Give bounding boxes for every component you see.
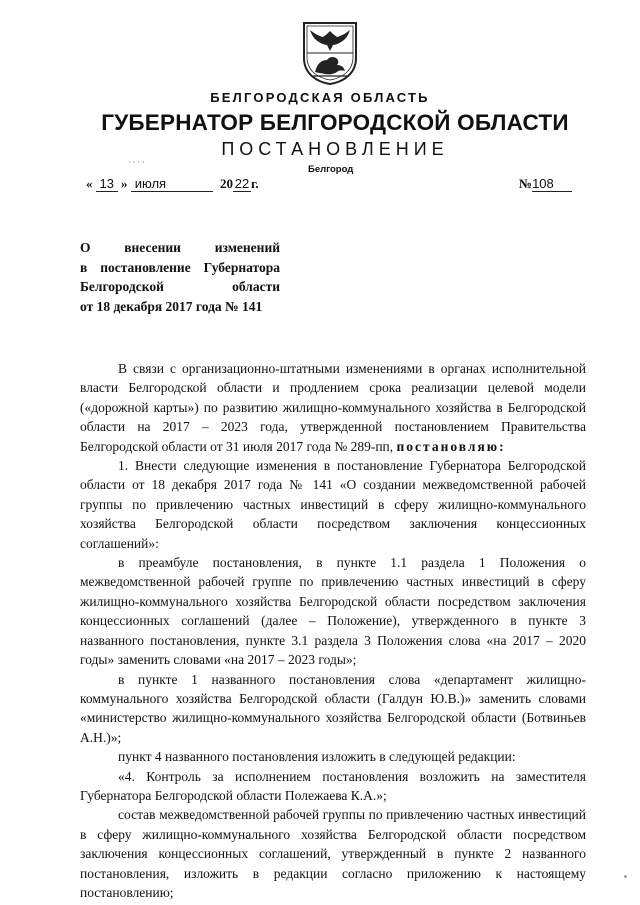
authority-title: ГУБЕРНАТОР БЕЛГОРОДСКОЙ ОБЛАСТИ <box>101 110 569 135</box>
document-body <box>80 359 586 902</box>
scan-speck: · · · · <box>128 158 145 167</box>
date-day: 13 <box>96 177 118 192</box>
subject-line: от 18 декабря 2017 года № 141 <box>80 298 263 314</box>
subject-line: Белгородской области <box>80 279 280 295</box>
subject-line: в постановление Губернатора <box>80 259 280 275</box>
subject-line: О внесении изменений <box>80 240 280 255</box>
document-date <box>86 176 259 192</box>
date-month: июля <box>131 177 213 192</box>
body-paragraph: 1. Внести следующие изменения в постановление Губернатора Белгородской области от 18 декабря 2017 года № 141 «О создании межведомственной рабочей группы по привлечению частных инвестиций в сферу жилищно-коммунального хозяйства Белгородской области посредством заключения концессионных соглашений»: <box>80 458 586 551</box>
city-name: Белгород <box>308 164 354 175</box>
body-paragraph <box>80 359 586 456</box>
number-prefix: № <box>519 176 533 191</box>
body-paragraph: состав межведомственной рабочей группы по привлечению частных инвестиций в сферу жилищно-коммунального хозяйства Белгородской области посредством заключения концессионных соглашений, утвержденный в пункте 2 названного постановления, изложить в редакции согласно приложению к настоящему постановлению; <box>80 807 586 900</box>
region-name: БЕЛГОРОДСКАЯ ОБЛАСТЬ <box>210 90 430 105</box>
document-subject <box>80 238 280 316</box>
body-paragraph: в преамбуле постановления, в пункте 1.1 раздела 1 Положения о межведомственной рабочей группе по привлечению частных инвестиций в сферу жилищно-коммунального хозяйства Белгородской области посредством заключения концессионных соглашений (далее – Положение), утвержденного в пункте 3 названного постановления, пункте 3.1 раздела 3 Положения слова «на 2017 – 2020 годы» заменить словами «на 2017 – 2023 годы»; <box>80 555 586 668</box>
document-number <box>519 176 572 192</box>
body-paragraph: пункт 4 названного постановления изложить в следующей редакции: <box>118 749 516 765</box>
date-year-suffix: 22 <box>234 176 250 191</box>
body-paragraph: «4. Контроль за исполнением постановления возложить на заместителя Губернатора Белгородской области Полежаева К.А.»; <box>80 768 586 803</box>
date-year-unit: г. <box>251 176 259 191</box>
number-value: 108 <box>532 177 572 192</box>
scan-speck: ▪ <box>624 872 627 881</box>
decree-keyword: постановляю: <box>396 438 506 454</box>
date-year-prefix: 20 <box>220 176 233 191</box>
date-open-quote: « <box>86 176 93 191</box>
document-type: ПОСТАНОВЛЕНИЕ <box>221 139 449 159</box>
belgorod-coat-of-arms-icon <box>301 20 359 86</box>
preamble-text: В связи с организационно-штатными изменениями в органах исполнительной власти Белгородской области и продлением срока реализации целевой модели («дорожной карты») по развитию жилищно-коммунального хозяйства в Белгородской области на 2017 – 2023 года, утвержденной постановлением Правительства Белгородской области от 31 июля 2017 года № 289-пп, <box>80 361 586 454</box>
date-close-quote: » <box>121 176 128 191</box>
body-paragraph: в пункте 1 названного постановления слова «департамент жилищно-коммунального хозяйства Белгородской области (Галдун Ю.В.)» заменить словами «министерство жилищно-коммунального хозяйства Белгородской области (Ботвиньев А.Н.)»; <box>80 671 586 745</box>
